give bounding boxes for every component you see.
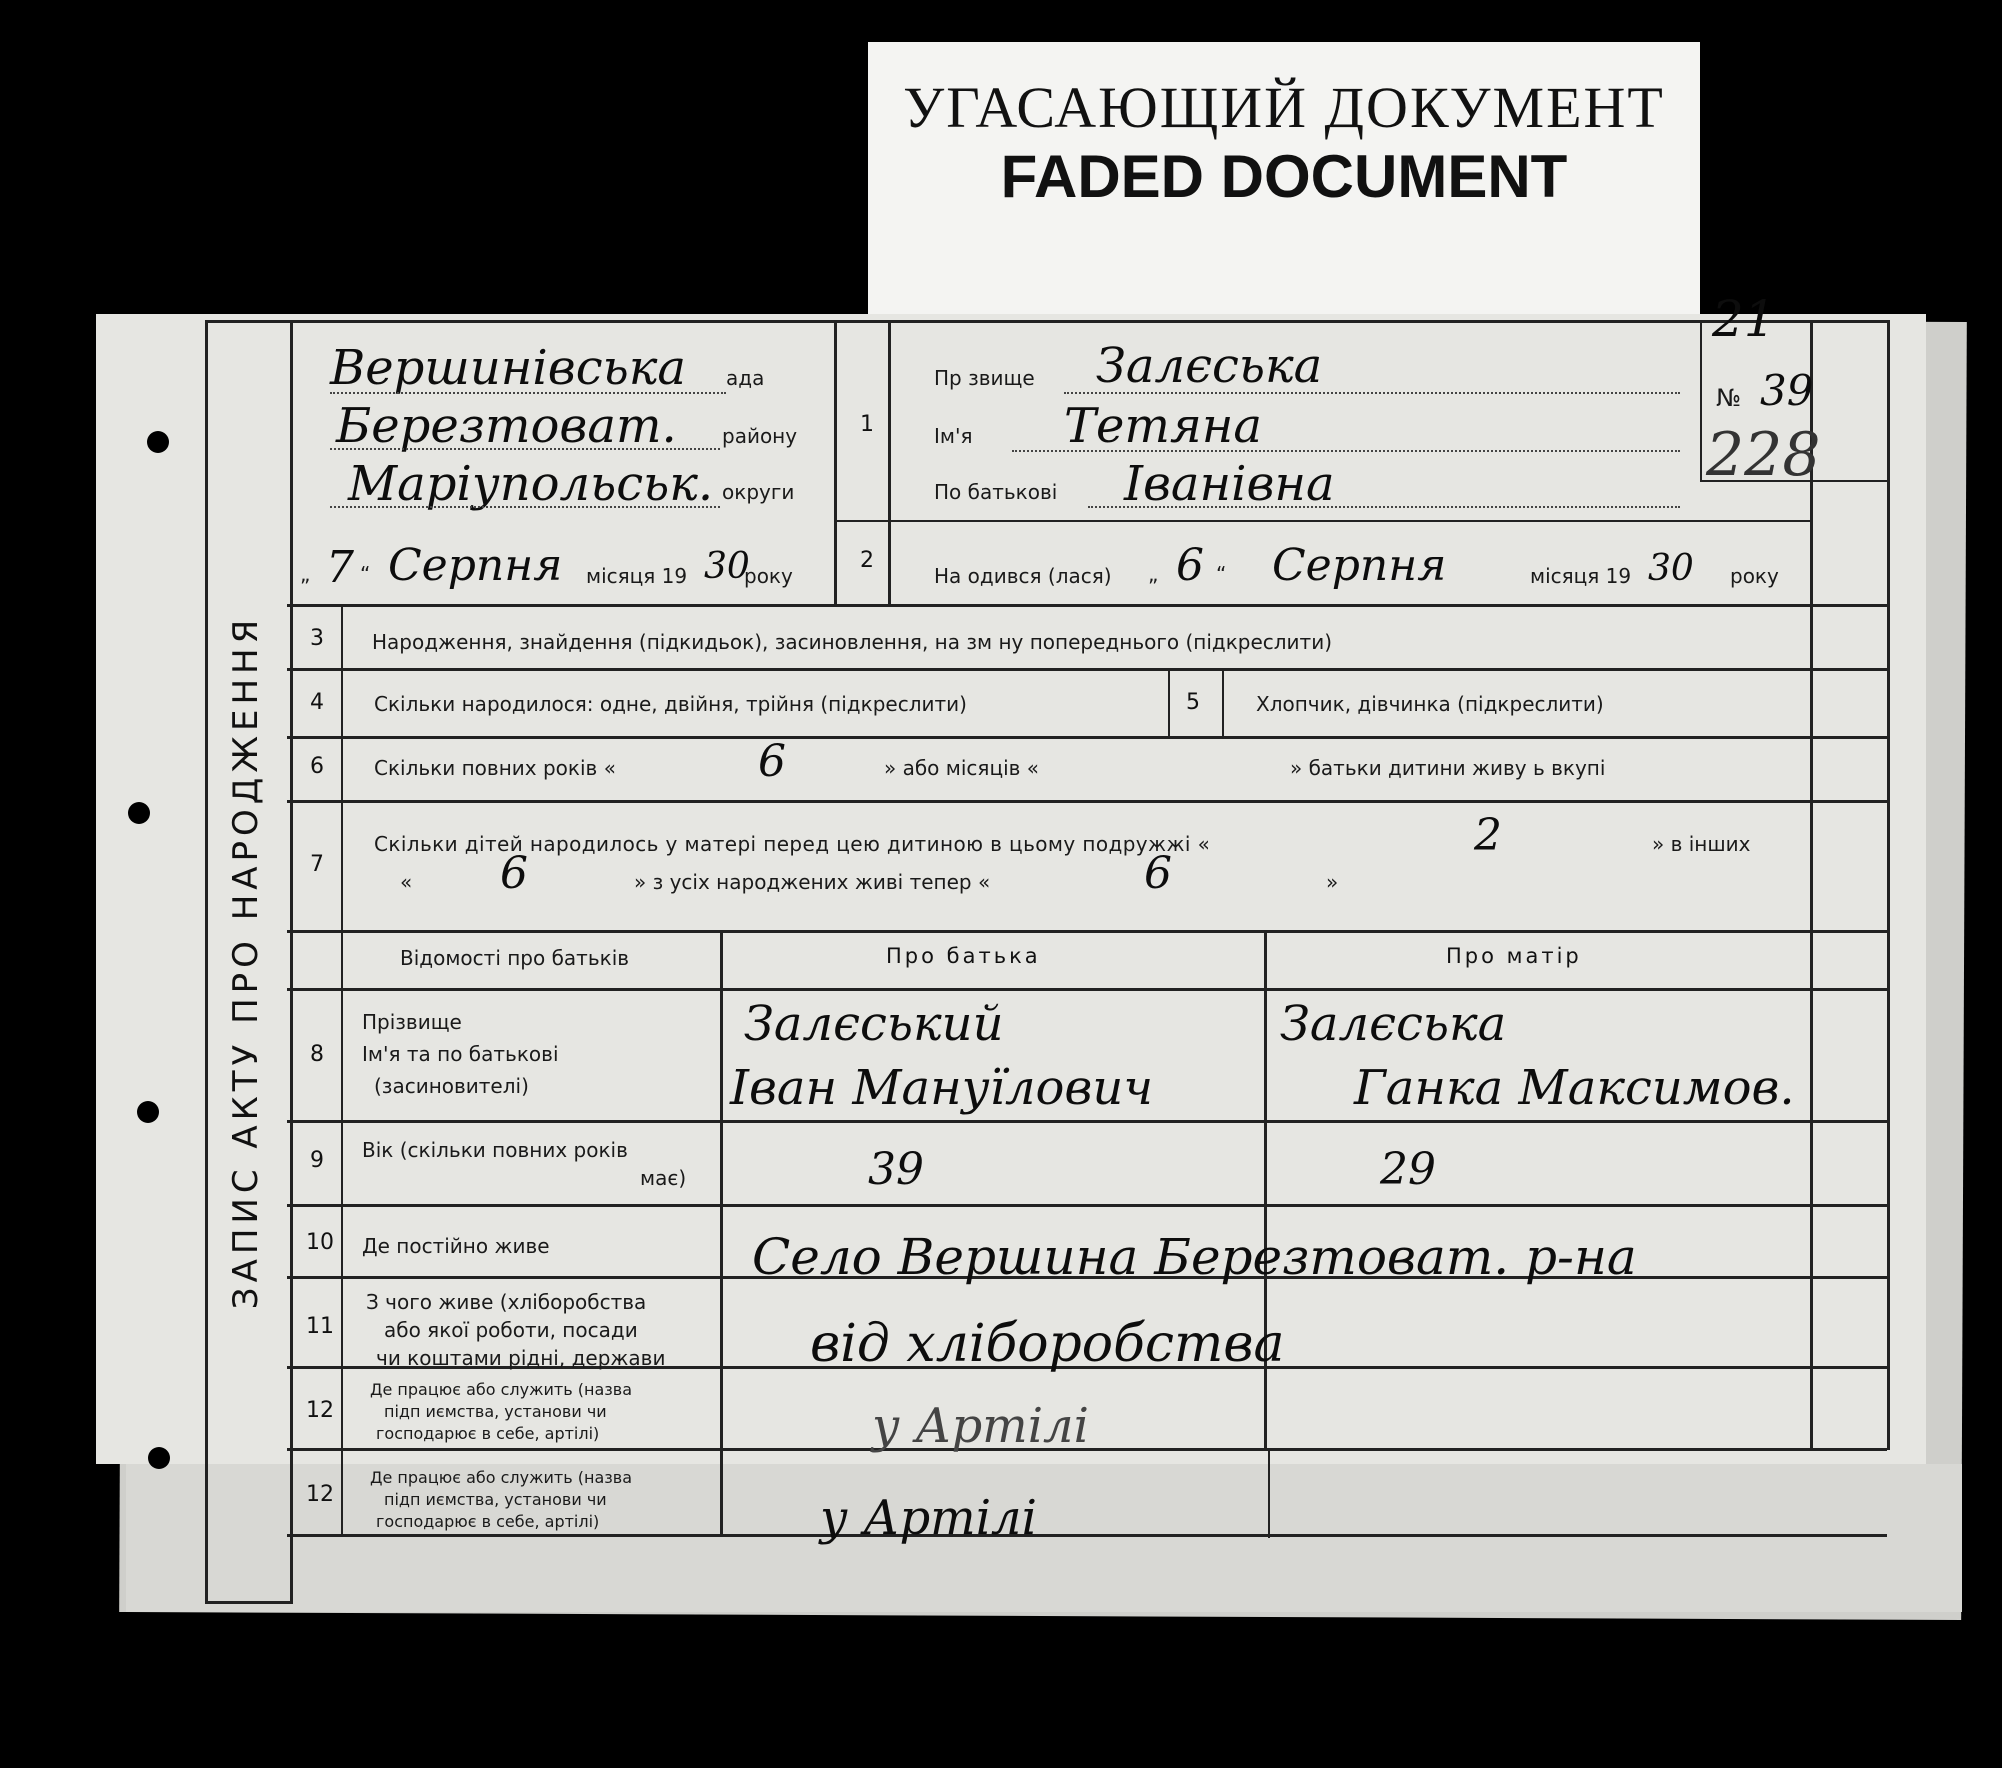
row4-text: Скільки народилося: одне, двійня, трійня (підкреслити) bbox=[374, 692, 967, 716]
workplace-lower: у Артілі bbox=[820, 1490, 1037, 1546]
mother-name: Ганка Максимов. bbox=[1354, 1060, 1795, 1116]
punch-hole bbox=[137, 1101, 159, 1123]
row12-label1: Де працює або служить (назва bbox=[370, 1380, 633, 1399]
rayon-value: Березтоват. bbox=[336, 398, 677, 454]
parents-header-info: Відомості про батьків bbox=[400, 946, 630, 970]
fill-line bbox=[1012, 450, 1680, 452]
grid-line bbox=[888, 520, 1810, 522]
punch-hole bbox=[128, 802, 150, 824]
number-sign: № bbox=[1716, 384, 1741, 412]
workplace: у Артілі bbox=[872, 1398, 1089, 1454]
row-number: 12 bbox=[306, 1398, 334, 1423]
row-number: 6 bbox=[310, 754, 324, 779]
row8-label3: (засиновителі) bbox=[374, 1074, 529, 1098]
row7-other-marriages: 6 bbox=[500, 848, 528, 899]
grid-line bbox=[287, 930, 1887, 933]
row11-label3: чи коштами рідні, держави bbox=[376, 1346, 666, 1370]
row6-months-label: » або місяців « bbox=[884, 756, 1039, 780]
fill-line bbox=[1064, 392, 1680, 394]
reg-year-label: року bbox=[744, 564, 793, 588]
row7-line1-tail: » в інших bbox=[1652, 832, 1751, 856]
row-number: 2 bbox=[860, 548, 874, 573]
form-title: ЗАПИС АКТУ ПРО НАРОДЖЕННЯ bbox=[226, 614, 266, 1310]
rada-value: Вершинівська bbox=[330, 340, 686, 396]
grid-line bbox=[1700, 320, 1702, 480]
sheet-number: 21 bbox=[1712, 290, 1776, 348]
label-russian: УГАСАЮЩИЙ ДОКУМЕНТ bbox=[903, 75, 1665, 140]
father-age: 39 bbox=[868, 1144, 924, 1195]
grid-line bbox=[1222, 668, 1224, 736]
punch-hole bbox=[147, 431, 169, 453]
row11-label2: або якої роботи, посади bbox=[384, 1318, 638, 1342]
row11-label1: З чого живе (хліборобства bbox=[366, 1290, 647, 1314]
parents-header-father: Про батька bbox=[886, 944, 1041, 968]
row12-lower-label3: господарює в себе, артілі) bbox=[376, 1512, 600, 1531]
grid-line bbox=[287, 988, 1887, 991]
record-number: 39 bbox=[1760, 366, 1814, 415]
residence: Село Вершина Березтоват. р-на bbox=[752, 1228, 1637, 1286]
grid-line bbox=[287, 320, 1887, 323]
label-english: FADED DOCUMENT bbox=[1000, 143, 1568, 210]
grid-line bbox=[720, 930, 723, 1534]
surname-label: Пр звище bbox=[934, 366, 1035, 390]
okruga-value: Маріупольськ. bbox=[348, 456, 714, 512]
child-name: Тетяна bbox=[1064, 398, 1262, 454]
row7-this-marriage: 2 bbox=[1474, 810, 1502, 861]
grid-line bbox=[834, 320, 837, 604]
row7-alive: 6 bbox=[1144, 848, 1172, 899]
grid-line bbox=[888, 320, 891, 604]
row-number: 12 bbox=[306, 1482, 334, 1507]
row7-close-quote: » bbox=[1326, 870, 1339, 894]
birth-year: 30 bbox=[1648, 548, 1694, 589]
grid-line bbox=[834, 520, 888, 522]
row12-label3: господарює в себе, артілі) bbox=[376, 1424, 600, 1443]
row3-text: Народження, знайдення (підкидьок), засиновлення, на зм ну попереднього (підкреслити) bbox=[372, 630, 1333, 654]
row8-label2: Ім'я та по батькові bbox=[362, 1042, 559, 1066]
grid-line bbox=[287, 668, 1887, 671]
livelihood: від хліборобства bbox=[810, 1314, 1285, 1374]
row8-label1: Прізвище bbox=[362, 1010, 462, 1034]
birth-year-label: року bbox=[1730, 564, 1779, 588]
grid-line bbox=[287, 800, 1887, 803]
grid-line bbox=[287, 1204, 1887, 1207]
row7-line1: Скільки дітей народилось у матері перед цею дитиною в цьому подружжі « bbox=[374, 832, 1211, 856]
row12-lower-label1: Де працює або служить (назва bbox=[370, 1468, 633, 1487]
row-number: 3 bbox=[310, 626, 324, 651]
child-patronymic: Іванівна bbox=[1124, 456, 1335, 512]
father-surname: Залєський bbox=[744, 996, 1004, 1052]
reg-year: 30 bbox=[704, 546, 750, 587]
birth-month-label: місяця 19 bbox=[1530, 564, 1632, 588]
grid-line bbox=[287, 1534, 1887, 1537]
row6-tail: » батьки дитини живу ь вкупі bbox=[1290, 756, 1606, 780]
row7-line2: » з усіх народжених живі тепер « bbox=[634, 870, 991, 894]
name-label: Ім'я bbox=[934, 424, 973, 448]
row10-label: Де постійно живе bbox=[362, 1234, 550, 1258]
grid-line bbox=[287, 1120, 1887, 1123]
punch-hole bbox=[148, 1447, 170, 1469]
row6-years-value: 6 bbox=[758, 736, 786, 787]
row7-open-quote: « bbox=[400, 870, 413, 894]
mother-surname: Залєська bbox=[1280, 996, 1507, 1052]
grid-line bbox=[287, 736, 1887, 739]
birth-month: Серпня bbox=[1272, 540, 1447, 591]
row9-label1: Вік (скільки повних років bbox=[362, 1138, 628, 1162]
fill-line bbox=[330, 392, 726, 394]
grid-line bbox=[287, 604, 1887, 607]
row12-lower-label2: підп иємства, установи чи bbox=[384, 1490, 607, 1509]
grid-line bbox=[1887, 320, 1890, 1450]
fill-line bbox=[330, 506, 720, 508]
fill-line bbox=[330, 448, 720, 450]
grid-line bbox=[341, 604, 343, 1534]
row9-label2: має) bbox=[640, 1166, 687, 1190]
row5-text: Хлопчик, дівчинка (підкреслити) bbox=[1256, 692, 1604, 716]
reg-month: Серпня bbox=[388, 540, 563, 591]
row6-years-label: Скільки повних років « bbox=[374, 756, 616, 780]
rada-label: ада bbox=[726, 366, 765, 390]
child-surname: Залєська bbox=[1096, 338, 1323, 394]
grid-line bbox=[1168, 668, 1170, 736]
row12-label2: підп иємства, установи чи bbox=[384, 1402, 607, 1421]
row-number: 8 bbox=[310, 1042, 324, 1067]
mother-age: 29 bbox=[1380, 1144, 1436, 1195]
row-number: 5 bbox=[1186, 690, 1200, 715]
patronymic-label: По батькові bbox=[934, 480, 1058, 504]
birth-day: 6 bbox=[1176, 540, 1204, 591]
row-number: 10 bbox=[306, 1230, 334, 1255]
row-number: 1 bbox=[860, 412, 874, 437]
faded-document-label bbox=[868, 42, 1700, 330]
reg-month-label: місяця 19 bbox=[586, 564, 688, 588]
parents-header-mother: Про матір bbox=[1446, 944, 1582, 968]
fill-line bbox=[1088, 506, 1680, 508]
row-number: 7 bbox=[310, 852, 324, 877]
row-number: 9 bbox=[310, 1148, 324, 1173]
grid-line bbox=[1268, 1448, 1270, 1538]
okruga-label: округи bbox=[722, 480, 795, 504]
row-number: 4 bbox=[310, 690, 324, 715]
row-number: 11 bbox=[306, 1314, 334, 1339]
born-label: На одився (лася) bbox=[934, 564, 1112, 588]
extra-number: 228 bbox=[1706, 420, 1821, 490]
rayon-label: району bbox=[722, 424, 798, 448]
father-name: Іван Мануїлович bbox=[730, 1060, 1154, 1116]
reg-day: 7 bbox=[326, 542, 354, 593]
